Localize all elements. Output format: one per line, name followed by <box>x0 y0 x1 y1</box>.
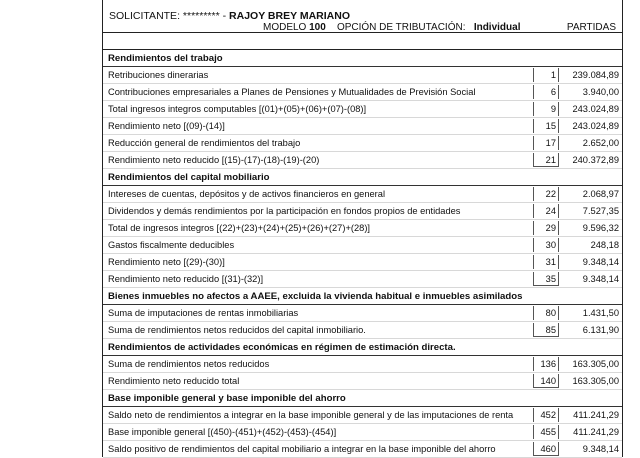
section-header <box>103 288 622 305</box>
form-row <box>103 254 622 271</box>
form-row <box>103 305 622 322</box>
section-title: Rendimientos del trabajo <box>108 53 223 64</box>
modelo-value: 100 <box>309 22 326 33</box>
row-amount: 411.241,29 <box>573 427 619 437</box>
row-label: Suma de rendimientos netos reducidos <box>108 359 270 369</box>
form-row <box>103 220 622 237</box>
row-label: Contribuciones empresariales a Planes de Pensiones y Mutualidades de Previsión Social <box>108 87 476 97</box>
form-row <box>103 118 622 135</box>
row-amount: 6.131,90 <box>582 325 619 335</box>
opcion-label: OPCIÓN DE TRIBUTACIÓN: <box>336 22 466 33</box>
form-row <box>103 135 622 152</box>
row-amount: 163.305,00 <box>572 359 619 369</box>
row-code: 455 <box>533 425 559 439</box>
form-row <box>103 271 622 288</box>
row-label: Rendimiento neto reducido [(31)-(32)] <box>108 274 264 284</box>
row-code: 15 <box>533 119 559 133</box>
row-code: 85 <box>533 323 559 337</box>
row-label: Retribuciones dinerarias <box>108 70 209 80</box>
row-label: Intereses de cuentas, depósitos y de activos financieros en general <box>108 189 386 199</box>
row-label: Rendimiento neto reducido total <box>108 376 240 386</box>
row-code: 1 <box>533 68 559 82</box>
solicitante-label: SOLICITANTE: <box>109 10 180 22</box>
row-label: Base imponible general [(450)-(451)+(452)-(453)-(454)] <box>108 427 337 437</box>
row-code: 29 <box>533 221 559 235</box>
form-header <box>103 0 622 33</box>
row-code: 140 <box>533 374 559 388</box>
row-amount: 163.305,00 <box>572 376 619 386</box>
row-label: Reducción general de rendimientos del trabajo <box>108 138 301 148</box>
header-spacer <box>103 33 622 50</box>
row-code: 6 <box>533 85 559 99</box>
row-code: 35 <box>533 272 559 286</box>
modelo-label: MODELO <box>263 22 307 33</box>
row-amount: 240.372,89 <box>572 155 619 165</box>
section-title: Bienes inmuebles no afectos a AAEE, excluida la vivienda habitual e inmuebles asimilados <box>108 291 523 302</box>
solicitante-name: RAJOY BREY MARIANO <box>229 10 350 22</box>
form-row <box>103 152 622 169</box>
form-row <box>103 441 622 458</box>
row-code: 30 <box>533 238 559 252</box>
row-label: Suma de imputaciones de rentas inmobiliarias <box>108 308 299 318</box>
form-row <box>103 322 622 339</box>
row-label: Rendimiento neto [(29)-(30)] <box>108 257 225 267</box>
row-label: Total de ingresos integros [(22)+(23)+(24)+(25)+(26)+(27)+(28)] <box>108 223 370 233</box>
row-code: 136 <box>533 357 559 371</box>
row-code: 24 <box>533 204 559 218</box>
section-title: Rendimientos de actividades económicas en régimen de estimación directa. <box>108 342 456 353</box>
row-code: 80 <box>533 306 559 320</box>
row-amount: 243.024,89 <box>572 104 619 114</box>
row-amount: 9.348,14 <box>582 257 619 267</box>
row-label: Gastos fiscalmente deducibles <box>108 240 235 250</box>
form-row <box>103 424 622 441</box>
row-code: 452 <box>533 408 559 422</box>
form-row <box>103 356 622 373</box>
form-row <box>103 407 622 424</box>
row-amount: 239.084,89 <box>572 70 619 80</box>
section-title: Base imponible general y base imponible del ahorro <box>108 393 346 404</box>
form-row <box>103 186 622 203</box>
row-amount: 9.348,14 <box>582 274 619 284</box>
section-header <box>103 50 622 67</box>
row-label: Suma de rendimientos netos reducidos del capital inmobiliario. <box>108 325 366 335</box>
form-row <box>103 373 622 390</box>
row-amount: 1.431,50 <box>582 308 619 318</box>
row-label: Rendimiento neto [(09)-(14)] <box>108 121 225 131</box>
section-header <box>103 390 622 407</box>
row-amount: 248,18 <box>590 240 619 250</box>
section-title: Rendimientos del capital mobiliario <box>108 172 270 183</box>
row-amount: 3.940,00 <box>582 87 619 97</box>
row-label: Dividendos y demás rendimientos por la participación en fondos propios de entidades <box>108 206 461 216</box>
row-amount: 9.596,32 <box>582 223 619 233</box>
row-label: Saldo neto de rendimientos a integrar en la base imponible general y de las imputaciones de renta <box>108 410 514 420</box>
solicitante-line <box>109 10 350 22</box>
partidas-label: PARTIDAS <box>566 22 616 33</box>
form-row <box>103 67 622 84</box>
row-code: 9 <box>533 102 559 116</box>
row-code: 21 <box>533 153 559 167</box>
form-row <box>103 84 622 101</box>
row-amount: 7.527,35 <box>582 206 619 216</box>
form-row <box>103 203 622 220</box>
section-header <box>103 169 622 186</box>
row-code: 460 <box>533 442 559 456</box>
form-row <box>103 237 622 254</box>
section-header <box>103 339 622 356</box>
row-label: Total ingresos integros computables [(01)+(05)+(06)+(07)-(08)] <box>108 104 367 114</box>
row-code: 22 <box>533 187 559 201</box>
modelo-line <box>263 22 520 33</box>
opcion-value: Individual <box>473 22 521 33</box>
row-amount: 411.241,29 <box>573 410 619 420</box>
row-label: Rendimiento neto reducido [(15)-(17)-(18)-(19)-(20) <box>108 155 320 165</box>
row-code: 31 <box>533 255 559 269</box>
row-amount: 2.652,00 <box>582 138 619 148</box>
tax-form-sheet <box>102 0 623 457</box>
form-row <box>103 101 622 118</box>
form-rows <box>103 50 622 458</box>
row-amount: 2.068,97 <box>582 189 619 199</box>
row-amount: 243.024,89 <box>572 121 619 131</box>
row-label: Saldo positivo de rendimientos del capital mobiliario a integrar en la base imponible del ahorro <box>108 444 496 454</box>
row-code: 17 <box>533 136 559 150</box>
row-amount: 9.348,14 <box>582 444 619 454</box>
solicitante-id: ********* - <box>182 10 227 22</box>
